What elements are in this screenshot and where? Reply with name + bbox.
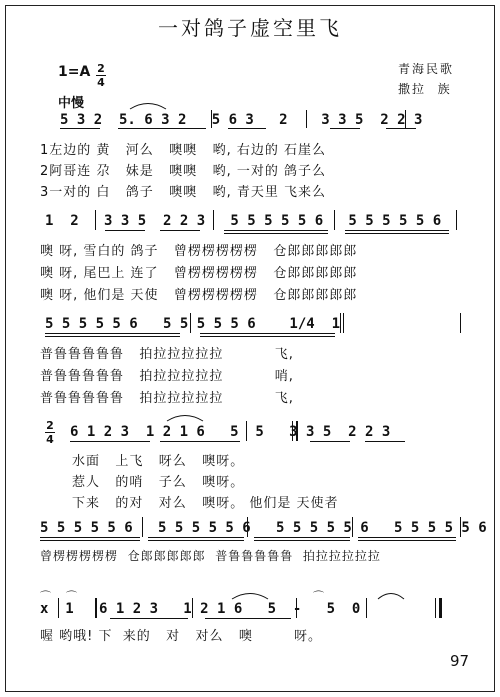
time-signature-denominator: 4 — [97, 76, 105, 89]
beam-line — [70, 441, 150, 442]
barline — [292, 421, 293, 441]
beam-line — [358, 537, 456, 538]
system-4-lyric-verse-1: 水面 上飞 呀么 噢呀。 — [72, 454, 245, 469]
fermata-icon: ⌒ — [66, 590, 77, 603]
system-3-lyric-verse-2: 普鲁鲁鲁鲁鲁 拍拉拉拉拉拉 哨, — [40, 369, 294, 384]
system-5-lyric: 曾楞楞楞楞楞 仓郎郎郎郎郎 普鲁鲁鲁鲁鲁 拍拉拉拉拉拉 — [40, 549, 381, 563]
page-number: 97 — [450, 652, 470, 670]
beam-line — [148, 540, 244, 541]
beam-line — [45, 333, 180, 334]
key-signature: 1=A — [58, 64, 91, 80]
fermata-icon: ⌒ — [313, 590, 324, 603]
beam-line — [224, 230, 328, 231]
barline — [213, 210, 214, 230]
song-arranger: 撒拉 族 — [398, 82, 452, 96]
beam-line — [105, 230, 145, 231]
system-4-lyric-verse-2: 惹人 的哨 子么 噢呀。 — [72, 475, 245, 490]
barline — [58, 598, 59, 618]
barline — [340, 313, 341, 333]
beam-line — [200, 333, 335, 334]
beam-line — [345, 233, 449, 234]
beam-line — [60, 128, 100, 129]
system-6-lyric: 喔 哟哦! 下 来的 对 对么 噢 呀。 — [40, 629, 322, 644]
system-2-notes: 1 2 3 3 5 2 2 3 5 5 5 5 5 6 5 5 5 5 5 6 — [45, 213, 442, 229]
beam-line — [160, 441, 240, 442]
beam-line — [224, 233, 328, 234]
barline — [190, 313, 191, 333]
final-barline — [439, 598, 442, 618]
beam-line — [358, 540, 456, 541]
system-2-lyric-verse-2: 噢 呀, 尾巴上 连了 曾楞楞楞楞楞 仓郎郎郎郎郎 — [40, 266, 358, 281]
barline — [343, 313, 344, 333]
system-4-notes: 6 1 2 3 1 2 1 6 5 5 3 3 5 2 2 3 — [70, 424, 391, 440]
slur — [230, 590, 270, 600]
barline — [95, 210, 96, 230]
beam-line — [200, 336, 335, 337]
system-6-notes: x 1 6 1 2 3 1 2 1 6 5 - 5 0 — [40, 601, 361, 617]
beam-line — [118, 128, 206, 129]
final-barline — [435, 598, 436, 618]
barline — [306, 110, 307, 128]
beam-line — [345, 230, 449, 231]
time-signature-change — [45, 420, 55, 445]
slur — [128, 100, 168, 110]
system-4-lyric-verse-3: 下来 的对 对么 噢呀。 他们是 天使者 — [72, 496, 339, 511]
system-1-lyric-verse-2: 2阿哥连 尕 妹是 噢噢 哟, 一对的 鸽子么 — [40, 164, 326, 179]
beam-line — [228, 128, 266, 129]
barline — [460, 517, 461, 537]
tempo-marking: 中慢 — [58, 96, 85, 111]
beam-line — [40, 540, 140, 541]
double-barline — [296, 421, 298, 441]
barline — [95, 598, 97, 618]
fermata-icon: ⌒ — [40, 590, 51, 603]
beam-line — [160, 230, 200, 231]
system-2-lyric-verse-1: 噢 呀, 雪白的 鸽子 曾楞楞楞楞楞 仓郎郎郎郎郎 — [40, 244, 358, 259]
system-1-notes: 5 3 2 5. 6 3 2 5 6 3 2 3 3 5 2 2 3 — [60, 112, 423, 128]
beam-line — [110, 618, 188, 619]
time-signature-denominator: 4 — [46, 433, 54, 446]
tie — [376, 590, 406, 600]
system-1-lyric-verse-3: 3一对的 白 鸽子 噢噢 哟, 青天里 飞来么 — [40, 185, 326, 200]
beam-line — [254, 540, 350, 541]
beam-line — [148, 537, 244, 538]
barline — [192, 598, 193, 618]
song-origin: 青海民歌 — [398, 62, 455, 76]
barline — [246, 421, 247, 441]
barline — [142, 517, 143, 537]
beam-line — [330, 128, 360, 129]
song-title: 一对鸽子虚空里飞 — [158, 16, 342, 40]
system-5-notes: 5 5 5 5 5 6 5 5 5 5 5 6 5 5 5 5 5 6 5 5 5 5 5 6 — [40, 520, 487, 536]
barline — [334, 210, 335, 230]
beam-line — [45, 336, 180, 337]
system-3-notes: 5 5 5 5 5 6 5 5 5 5 5 6 1/4 1 — [45, 316, 341, 332]
barline — [456, 210, 457, 230]
beam-line — [40, 537, 140, 538]
beam-line — [254, 537, 350, 538]
barline — [296, 598, 297, 618]
beam-line — [386, 128, 416, 129]
barline — [460, 313, 461, 333]
slur — [165, 412, 205, 422]
barline — [247, 517, 248, 537]
beam-line — [310, 441, 350, 442]
time-signature — [96, 63, 106, 88]
system-3-lyric-verse-3: 普鲁鲁鲁鲁鲁 拍拉拉拉拉拉 飞, — [40, 391, 294, 406]
system-2-lyric-verse-3: 噢 呀, 他们是 天使 曾楞楞楞楞楞 仓郎郎郎郎郎 — [40, 288, 358, 303]
beam-line — [205, 618, 291, 619]
time-signature-numerator: 2 — [46, 419, 54, 432]
barline — [352, 517, 353, 537]
barline — [405, 110, 406, 128]
barline — [366, 598, 367, 618]
system-3-lyric-verse-1: 普鲁鲁鲁鲁鲁 拍拉拉拉拉拉 飞, — [40, 347, 294, 362]
time-signature-numerator: 2 — [97, 62, 105, 75]
barline — [211, 110, 212, 128]
system-1-lyric-verse-1: 1左边的 黄 河么 噢噢 哟, 右边的 石崖么 — [40, 143, 326, 158]
beam-line — [365, 441, 405, 442]
